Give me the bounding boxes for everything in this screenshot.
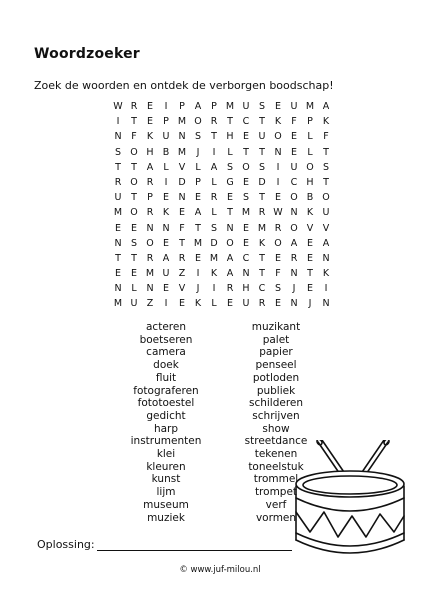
word-list-item: trommel <box>253 473 299 486</box>
grid-letter[interactable]: E <box>178 298 185 310</box>
word-list-item: fotograferen <box>133 384 199 397</box>
grid-letter[interactable]: T <box>195 222 201 234</box>
grid-letter[interactable]: P <box>147 192 153 204</box>
grid-letter[interactable]: U <box>242 101 250 112</box>
grid-letter[interactable]: L <box>163 161 169 173</box>
grid-letter[interactable]: I <box>276 161 280 173</box>
word-list-item: papier <box>259 346 293 359</box>
grid-letter[interactable]: O <box>226 237 234 249</box>
grid-letter[interactable]: E <box>274 101 281 112</box>
grid-letter[interactable]: M <box>177 146 187 158</box>
grid-letter[interactable]: T <box>259 116 265 128</box>
solution-answer-line[interactable] <box>97 540 292 551</box>
grid-letter[interactable]: I <box>212 146 216 158</box>
word-list-item: schilderen <box>248 397 304 410</box>
grid-letter[interactable]: U <box>242 298 250 310</box>
grid-letter[interactable]: F <box>291 116 297 128</box>
grid-letter[interactable]: P <box>211 101 217 112</box>
word-list-left <box>111 321 221 524</box>
word-list-item: instrumenten <box>130 435 202 448</box>
grid-letter[interactable]: M <box>113 207 123 219</box>
grid-letter[interactable]: I <box>164 176 168 188</box>
grid-letter[interactable]: N <box>146 283 154 295</box>
grid-letter[interactable]: O <box>290 192 298 204</box>
grid-letter[interactable]: H <box>306 176 314 188</box>
grid-letter[interactable]: E <box>306 252 313 264</box>
grid-letter[interactable]: M <box>177 116 187 128</box>
grid-letter[interactable]: O <box>242 161 250 173</box>
grid-letter[interactable]: S <box>194 131 202 143</box>
word-list-item: vormen <box>255 511 297 524</box>
grid-letter[interactable]: O <box>274 131 282 143</box>
grid-letter[interactable]: U <box>258 131 266 143</box>
grid-letter[interactable]: U <box>114 192 122 204</box>
grid-letter[interactable]: N <box>162 222 170 234</box>
grid-letter[interactable]: M <box>257 222 267 234</box>
word-list-item: palet <box>262 333 290 346</box>
grid-letter[interactable]: L <box>211 298 217 310</box>
grid-letter[interactable]: R <box>178 252 186 264</box>
grid-letter[interactable]: T <box>131 192 137 204</box>
grid-letter[interactable]: N <box>114 283 122 295</box>
grid-letter[interactable]: J <box>292 283 296 295</box>
grid-letter[interactable]: A <box>226 252 234 264</box>
grid-letter[interactable]: U <box>290 161 298 173</box>
grid-letter[interactable]: O <box>130 207 138 219</box>
grid-letter[interactable]: E <box>242 131 249 143</box>
grid-letter[interactable]: R <box>274 222 282 234</box>
grid-letter[interactable]: E <box>242 176 249 188</box>
grid-letter[interactable]: R <box>114 176 122 188</box>
grid-letter[interactable]: N <box>322 298 330 310</box>
solution-row <box>37 538 292 551</box>
grid-letter[interactable]: P <box>307 116 313 128</box>
grid-letter[interactable]: A <box>146 161 154 173</box>
grid-letter[interactable]: E <box>162 192 169 204</box>
grid-letter[interactable]: S <box>130 237 138 249</box>
word-list-item: trompet <box>254 486 298 499</box>
grid-letter[interactable]: E <box>290 131 297 143</box>
grid-letter[interactable]: H <box>146 146 154 158</box>
grid-letter[interactable]: N <box>290 207 298 219</box>
grid-letter[interactable]: L <box>195 161 201 173</box>
grid-letter[interactable]: S <box>258 101 266 112</box>
grid-letter[interactable]: E <box>194 252 201 264</box>
grid-letter[interactable]: N <box>178 131 186 143</box>
grid-letter[interactable]: U <box>162 268 170 280</box>
grid-letter[interactable]: C <box>290 176 298 188</box>
word-list-item: muziek <box>147 511 185 524</box>
grid-letter[interactable]: D <box>210 237 218 249</box>
grid-letter[interactable]: E <box>274 192 281 204</box>
grid-letter[interactable]: A <box>226 268 234 280</box>
grid-letter[interactable]: N <box>114 131 122 143</box>
word-list-item: publiek <box>256 384 296 397</box>
grid-letter[interactable]: A <box>162 252 170 264</box>
grid-letter[interactable]: A <box>194 207 202 219</box>
grid-letter[interactable]: A <box>322 237 330 249</box>
grid-letter[interactable]: N <box>114 237 122 249</box>
grid-letter[interactable]: N <box>242 268 250 280</box>
grid-letter[interactable]: T <box>323 146 329 158</box>
grid-letter[interactable]: R <box>130 101 138 112</box>
word-list-item: verf <box>265 498 287 511</box>
grid-letter[interactable]: T <box>227 116 233 128</box>
grid-letter[interactable]: N <box>226 222 234 234</box>
grid-letter[interactable]: U <box>162 131 170 143</box>
grid-letter[interactable]: K <box>322 268 330 280</box>
grid-letter[interactable]: E <box>290 146 297 158</box>
word-list-item: doek <box>153 359 179 372</box>
grid-letter[interactable]: E <box>226 298 233 310</box>
grid-letter[interactable]: K <box>194 298 202 310</box>
solution-label: Oplossing: <box>37 538 95 551</box>
grid-letter[interactable]: K <box>322 116 330 128</box>
grid-letter[interactable]: F <box>131 131 137 143</box>
grid-letter[interactable]: R <box>210 192 218 204</box>
grid-letter[interactable]: R <box>210 116 218 128</box>
grid-letter[interactable]: O <box>194 116 202 128</box>
grid-letter[interactable]: R <box>146 207 154 219</box>
grid-letter[interactable]: E <box>130 222 137 234</box>
grid-letter[interactable]: E <box>306 283 313 295</box>
grid-letter[interactable]: V <box>322 222 330 234</box>
word-list-item: muzikant <box>251 321 301 333</box>
grid-letter[interactable]: E <box>162 283 169 295</box>
grid-letter[interactable]: R <box>146 252 154 264</box>
word-list-item: kleuren <box>146 460 186 473</box>
grid-letter[interactable]: K <box>162 207 170 219</box>
grid-letter[interactable]: L <box>131 283 137 295</box>
grid-letter[interactable]: T <box>131 252 137 264</box>
grid-letter[interactable]: S <box>210 222 218 234</box>
grid-letter[interactable]: H <box>242 283 250 295</box>
grid-letter[interactable]: O <box>306 161 314 173</box>
grid-letter[interactable]: K <box>210 268 218 280</box>
grid-letter[interactable]: O <box>130 146 138 158</box>
grid-letter[interactable]: N <box>274 146 282 158</box>
grid-letter[interactable]: T <box>243 146 249 158</box>
grid-letter[interactable]: T <box>131 161 137 173</box>
word-list-item: fluit <box>155 371 177 384</box>
grid-letter[interactable]: O <box>130 176 138 188</box>
grid-letter[interactable]: V <box>178 161 186 173</box>
word-list-item: tekenen <box>254 448 298 461</box>
word-list-item: toneelstuk <box>248 460 304 473</box>
grid-letter[interactable]: N <box>290 268 298 280</box>
grid-letter[interactable]: U <box>290 101 298 112</box>
grid-letter[interactable]: S <box>258 161 266 173</box>
grid-letter[interactable]: D <box>258 176 266 188</box>
grid-letter[interactable]: E <box>114 222 121 234</box>
grid-letter[interactable]: A <box>194 101 202 112</box>
grid-letter[interactable]: Z <box>146 298 154 310</box>
grid-letter[interactable]: T <box>227 207 233 219</box>
word-list-item: gedicht <box>146 409 186 422</box>
grid-letter[interactable]: T <box>259 268 265 280</box>
grid-letter[interactable]: E <box>274 252 281 264</box>
grid-letter[interactable]: J <box>196 283 200 295</box>
grid-letter[interactable]: M <box>209 252 219 264</box>
grid-letter[interactable]: E <box>274 298 281 310</box>
grid-letter[interactable]: R <box>290 252 298 264</box>
grid-letter[interactable]: J <box>196 146 200 158</box>
grid-letter[interactable]: L <box>227 146 233 158</box>
word-list-item: penseel <box>255 359 297 372</box>
grid-letter[interactable]: T <box>307 268 313 280</box>
grid-letter[interactable]: C <box>258 283 266 295</box>
word-list-item: harp <box>153 422 179 435</box>
grid-letter[interactable]: M <box>193 237 203 249</box>
grid-letter[interactable]: R <box>146 176 154 188</box>
grid-letter[interactable]: K <box>146 131 154 143</box>
grid-letter[interactable]: A <box>210 161 218 173</box>
grid-letter[interactable]: F <box>179 222 185 234</box>
grid-letter[interactable]: C <box>242 116 250 128</box>
grid-letter[interactable]: V <box>178 283 186 295</box>
grid-letter[interactable]: R <box>258 207 266 219</box>
grid-letter[interactable]: Z <box>178 268 186 280</box>
grid-letter[interactable]: E <box>130 268 137 280</box>
grid-letter[interactable]: S <box>274 283 282 295</box>
grid-letter[interactable]: L <box>307 146 313 158</box>
grid-letter[interactable]: T <box>179 237 185 249</box>
grid-letter[interactable]: R <box>258 298 266 310</box>
grid-letter[interactable]: J <box>308 298 312 310</box>
grid-letter[interactable]: I <box>196 268 200 280</box>
word-list-item: fototoestel <box>137 397 195 410</box>
word-list-item: kunst <box>151 473 181 486</box>
grid-letter[interactable]: I <box>212 283 216 295</box>
grid-letter[interactable]: I <box>276 176 280 188</box>
grid-letter[interactable]: T <box>259 146 265 158</box>
word-list-item: lijm <box>156 486 176 499</box>
grid-letter[interactable]: O <box>146 237 154 249</box>
grid-letter[interactable]: N <box>290 298 298 310</box>
word-list-item: boetseren <box>139 333 193 346</box>
grid-letter[interactable]: M <box>145 268 155 280</box>
grid-letter[interactable]: G <box>226 176 234 188</box>
grid-letter[interactable]: E <box>242 222 249 234</box>
grid-letter[interactable]: P <box>179 101 185 112</box>
grid-letter[interactable]: C <box>242 252 250 264</box>
grid-letter[interactable]: L <box>307 131 313 143</box>
grid-letter[interactable]: T <box>259 252 265 264</box>
grid-letter[interactable]: T <box>115 161 121 173</box>
grid-letter[interactable]: E <box>162 237 169 249</box>
grid-letter[interactable]: I <box>164 298 168 310</box>
grid-letter[interactable]: P <box>195 176 201 188</box>
grid-letter[interactable]: W <box>273 207 283 219</box>
grid-letter[interactable]: T <box>131 116 137 128</box>
grid-letter[interactable]: R <box>226 283 234 295</box>
grid-letter[interactable]: V <box>306 222 314 234</box>
grid-letter[interactable]: E <box>194 192 201 204</box>
word-list-item: schrijven <box>252 409 300 422</box>
grid-letter[interactable]: E <box>226 192 233 204</box>
grid-letter[interactable]: E <box>114 268 121 280</box>
grid-letter[interactable]: S <box>322 161 330 173</box>
grid-letter[interactable]: S <box>226 161 234 173</box>
grid-letter[interactable]: H <box>226 131 234 143</box>
copyright-footer: © www.juf-milou.nl <box>179 565 261 575</box>
grid-letter[interactable]: U <box>322 207 330 219</box>
grid-letter[interactable]: M <box>305 101 315 112</box>
word-list-item: camera <box>146 346 186 359</box>
grid-letter[interactable]: F <box>323 131 329 143</box>
grid-letter[interactable]: M <box>225 101 235 112</box>
grid-letter[interactable]: I <box>324 283 328 295</box>
grid-letter[interactable]: O <box>290 222 298 234</box>
grid-letter[interactable]: T <box>211 131 217 143</box>
grid-letter[interactable]: T <box>259 192 265 204</box>
grid-letter[interactable]: E <box>306 237 313 249</box>
grid-letter[interactable]: A <box>290 237 298 249</box>
grid-letter[interactable]: S <box>114 146 122 158</box>
grid-letter[interactable]: D <box>178 176 186 188</box>
grid-letter[interactable]: S <box>242 192 250 204</box>
instruction-text: Zoek de woorden en ontdek de verborgen boodschap! <box>34 79 334 92</box>
word-list-item: show <box>262 422 290 435</box>
grid-letter[interactable]: K <box>258 237 266 249</box>
grid-letter[interactable]: B <box>306 192 314 204</box>
grid-letter[interactable]: N <box>322 252 330 264</box>
grid-letter[interactable]: L <box>211 176 217 188</box>
grid-letter[interactable]: T <box>323 176 329 188</box>
word-list-item: potloden <box>252 371 300 384</box>
grid-letter[interactable]: P <box>163 116 169 128</box>
grid-letter[interactable]: O <box>322 192 330 204</box>
word-list-item: streetdance <box>244 435 308 448</box>
grid-letter[interactable]: K <box>274 116 282 128</box>
grid-letter[interactable]: W <box>113 101 123 112</box>
grid-letter[interactable]: I <box>116 116 120 128</box>
word-list-item: acteren <box>146 321 186 333</box>
page-title: Woordzoeker <box>34 46 140 62</box>
grid-letter[interactable]: N <box>146 222 154 234</box>
grid-letter[interactable]: E <box>178 207 185 219</box>
grid-letter[interactable]: E <box>146 116 153 128</box>
drum-illustration <box>288 440 413 560</box>
grid-letter[interactable]: N <box>178 192 186 204</box>
grid-letter[interactable]: B <box>162 146 170 158</box>
grid-letter[interactable]: E <box>146 101 153 112</box>
grid-letter[interactable]: K <box>306 207 314 219</box>
grid-letter[interactable]: I <box>164 101 168 112</box>
grid-letter[interactable]: T <box>115 252 121 264</box>
grid-letter[interactable]: E <box>242 237 249 249</box>
word-list-item: museum <box>143 498 189 511</box>
grid-letter[interactable]: F <box>275 268 281 280</box>
letter-grid <box>110 99 334 312</box>
grid-letter[interactable]: L <box>211 207 217 219</box>
grid-letter[interactable]: A <box>322 101 330 112</box>
grid-letter[interactable]: U <box>130 298 138 310</box>
grid-letter[interactable]: M <box>113 298 123 310</box>
grid-letter[interactable]: M <box>241 207 251 219</box>
word-list-item: klei <box>156 448 176 461</box>
grid-letter[interactable]: O <box>274 237 282 249</box>
